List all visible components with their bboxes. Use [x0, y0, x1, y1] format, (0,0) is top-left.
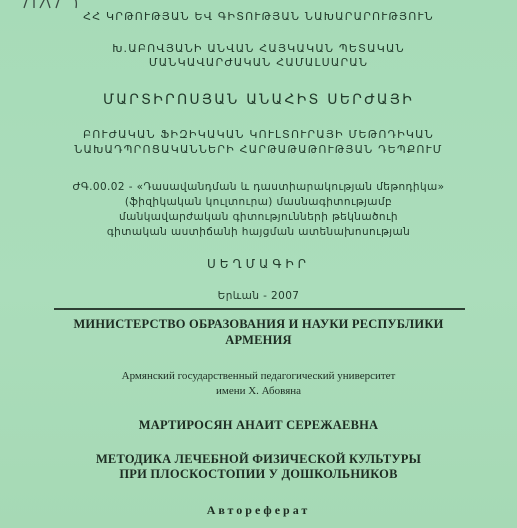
arm-ministry: ՀՀ ԿՐԹՈՒԹՅԱՆ ԵՎ ԳԻՏՈՒԹՅԱՆ ՆԱԽԱՐԱՐՈՒԹՅՈՒՆ	[83, 10, 434, 23]
arm-title-line2: ՆԱԽԱԴՊՐՈՑԱԿԱՆՆԵՐԻ ՀԱՐԹԱԹԱԹՈՒԹՅԱՆ ԴԵՊՔՈՒՄ	[74, 143, 443, 156]
ru-university-line2: имени Х. Абовяна	[215, 385, 302, 397]
arm-author: ՄԱՐՏԻՐՈՍՅԱՆ ԱՆԱՀԻՏ ՍԵՐԺԱՅԻ	[102, 92, 415, 108]
ru-ministry-line1: МИНИСТЕРСТВО ОБРАЗОВАНИЯ И НАУКИ РЕСПУБЛИКИ	[73, 317, 444, 331]
ru-title-line2: ПРИ ПЛОСКОСТОПИИ У ДОШКОЛЬНИКОВ	[119, 467, 398, 481]
arm-specialty-line2: (ֆիզիկական կուլտուրա) մասնագիտությամբ	[124, 196, 393, 208]
arm-university-line1: Խ.ԱԲՈՎՅԱՆԻ ԱՆՎԱՆ ՀԱՅԿԱԿԱՆ ՊԵՏԱԿԱՆ	[112, 42, 405, 55]
ru-title-line1: МЕТОДИКА ЛЕЧЕБНОЙ ФИЗИЧЕСКОЙ КУЛЬТУРЫ	[95, 452, 422, 466]
ru-university-line1: Армянский государственный педагогический университет	[121, 370, 396, 382]
ru-genre: Автореферат	[206, 503, 311, 517]
arm-place-year: Երևան - 2007	[217, 290, 300, 302]
ru-author: МАРТИРОСЯН АНАИТ СЕРЕЖАЕВНА	[138, 418, 379, 432]
arm-specialty-line4: գիտական աստիճանի հայցման ատենախոսության	[106, 226, 411, 238]
arm-genre: ՍԵՂՄԱԳԻՐ	[207, 257, 310, 271]
arm-specialty-line1: ԺԳ.00.02 - «Դասավանդման և դաստիարակության մեթոդիկա»	[72, 181, 445, 193]
arm-title-line1: ԲՈՒԺԱԿԱՆ ՖԻԶԻԿԱԿԱՆ ԿՈՒԼՏՈՒՐԱՅԻ ՄԵԹՈԴԻԿԱՆ	[83, 128, 434, 141]
divider-rule	[54, 308, 465, 310]
arm-specialty-line3: մանկավարժական գիտությունների թեկնածուի	[119, 211, 398, 223]
arm-university-line2: ՄԱՆԿԱՎԱՐԺԱԿԱՆ ՀԱՄԱԼՍԱՐԱՆ	[148, 56, 369, 69]
ru-ministry-line2: АРМЕНИЯ	[225, 333, 292, 347]
